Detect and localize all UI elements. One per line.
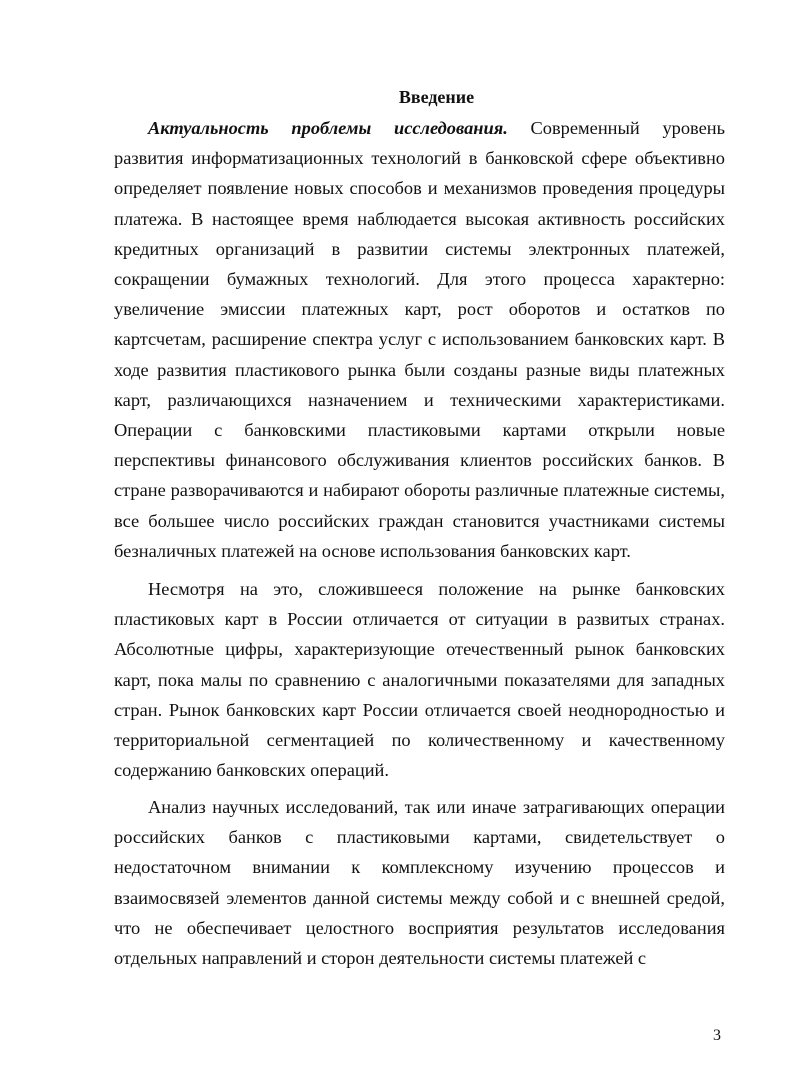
- paragraph-body: Современный уровень развития информатизационных технологий в банковской сфере объективно определяет появление новых способов и механизмов проведения процедуры платежа. В настоящее время наблюдается высокая активность российских кредитных организаций в развитии системы электронных платежей, сокращении бумажных технологий. Для этого процесса характерно: увеличение эмиссии платежных карт, рост оборотов и остатков по картсчетам, расширение спектра услуг с использованием банковских карт. В ходе развития пластикового рынка были созданы разные виды платежных карт, различающихся назначением и техническими характеристиками. Операции с банковскими пластиковыми картами открыли новые перспективы финансового обслуживания клиентов российских банков. В стране разворачиваются и набирают обороты различные платежные системы, все большее число российских граждан становится участниками системы безналичных платежей на основе использования банковских карт.: [114, 118, 726, 561]
- paragraph-text: Анализ научных исследований, так или иначе затрагивающих операции российских банков с пластиковыми картами, свидетельствует о недостаточном внимании к комплексному изучению процессов и взаимосвязей элементов данной системы между собой и с внешней средой, что не обеспечивает целостного восприятия результатов исследования отдельных направлений и сторон деятельности системы платежей с: [114, 797, 725, 969]
- paragraph-research-analysis: [114, 792, 725, 973]
- section-heading: Введение: [398, 87, 475, 107]
- paragraph-lead: Актуальность проблемы исследования.: [148, 118, 508, 138]
- page-number: 3: [713, 1027, 721, 1044]
- paragraph-text: [114, 113, 725, 566]
- paragraph-text: Несмотря на это, сложившееся положение на рынке банковских пластиковых карт в России отличается от ситуации в развитых странах. Абсолютные цифры, характеризующие отечественный рынок банковских карт, пока малы по сравнению с аналогичными показателями для западных стран. Рынок банковских карт России отличается своей неоднородностью и территориальной сегментацией по количественному и качественному содержанию банковских операций.: [114, 579, 725, 781]
- paragraph-market-situation: [114, 574, 725, 785]
- paragraph-relevance: [114, 113, 725, 566]
